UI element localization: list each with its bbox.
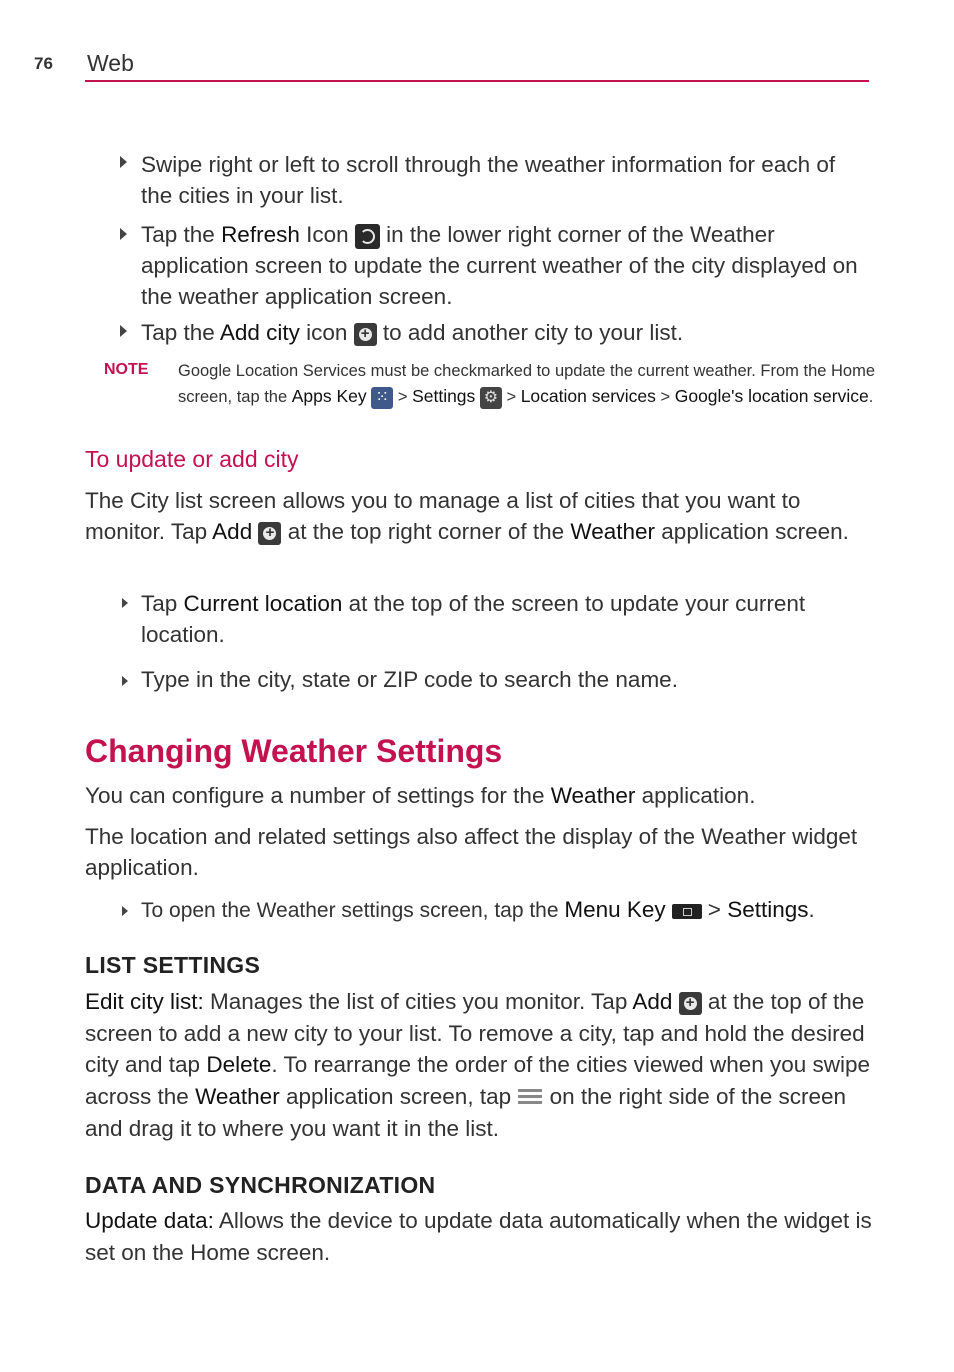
paragraph-update-data: Update data: Allows the device to update data automatically when the widget is set on the Home screen. [85,1208,872,1265]
refresh-icon [355,224,380,249]
bullet-refresh: Tap the Refresh Icon in the lower right corner of the Weather application screen to update the current weather of the city displayed on the weather application screen. [141,222,858,309]
bullet-type-city: Type in the city, state or ZIP code to search the name. [141,667,678,692]
heading-changing-weather-settings: Changing Weather Settings [85,733,503,769]
list-handle-icon [517,1086,543,1110]
bullet-add-city: Tap the Add city icon + to add another city to your list. [141,317,871,348]
bullet-arrow-icon [120,156,127,168]
paragraph-location-settings: The location and related settings also affect the display of the Weather widget application. [85,824,858,880]
paragraph-edit-city-list: Edit city list: Manages the list of cities you monitor. Tap Add + at the top of the screen to add a new city to your list. To remove a city, tap and hold the desired city and tap Delete. To rearrange the order of the cities viewed when you swipe across the Weather application screen, tap on the right side of the screen and drag it to where you want it in the list. [85,986,875,1145]
page-number: 76 [34,54,53,73]
add-icon [258,522,281,545]
add-icon [354,323,377,346]
heading-list-settings: LIST SETTINGS [85,952,261,978]
note-label: NOTE [104,361,149,378]
settings-gear-icon [480,387,502,409]
note-text: Google Location Services must be checkmarked to update the current weather. From the Home screen, tap the Apps Key ⁙ > Settings ⚙ > Location services > Google's location service. [178,359,878,410]
paragraph-city-list: The City list screen allows you to manage a list of cities that you want to monitor. Tap Add + at the top right corner of the Weather application screen. [85,485,875,547]
bullet-arrow-icon [120,325,127,337]
bullet-current-location: Tap Current location at the top of the screen to update your current location. [141,591,806,647]
heading-data-synchronization: DATA AND SYNCHRONIZATION [85,1172,436,1198]
apps-key-icon [371,387,393,409]
header-rule [85,80,869,82]
section-title: Web [87,50,134,76]
menu-key-icon [672,904,702,919]
add-icon [679,992,702,1015]
bullet-swipe: Swipe right or left to scroll through the weather information for each of the cities in your list. [141,152,836,208]
paragraph-configure: You can configure a number of settings for the Weather application. [85,783,756,808]
bullet-open-settings: To open the Weather settings screen, tap the Menu Key > Settings. [141,897,815,922]
bullet-arrow-icon [122,598,128,608]
bullet-arrow-icon [122,676,128,686]
bullet-arrow-icon [122,906,128,916]
subheading-update-city: To update or add city [85,446,299,472]
bullet-arrow-icon [120,228,127,240]
